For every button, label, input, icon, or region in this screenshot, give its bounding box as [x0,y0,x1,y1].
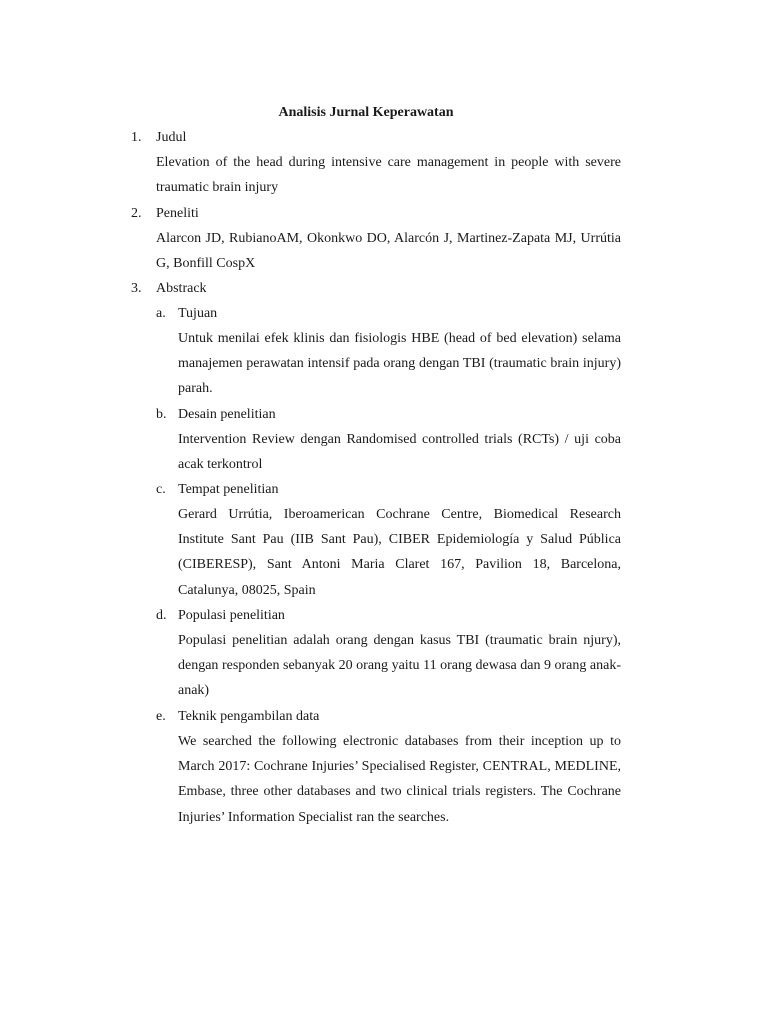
section-body-judul: Elevation of the head during intensive care management in people with severe traumatic brain injury [156,155,621,196]
subsection-body-desain: Intervention Review dengan Randomised controlled trials (RCTs) / uji coba acak terkontrol [178,432,621,473]
subsection-heading-desain: Desain penelitian [178,407,276,422]
subsection-letter: c. [156,482,166,497]
subsection-heading-tempat: Tempat penelitian [178,482,279,497]
subsection-letter: d. [156,608,167,623]
subsection-heading-populasi: Populasi penelitian [178,608,285,623]
subsection-body-tempat: Gerard Urrútia, Iberoamerican Cochrane Centre, Biomedical Research Institute Sant Pau (IIB Sant Pau), CIBER Epidemiología y Salud Pública (CIBERESP), Sant Antoni Maria Claret 167, Pavilion 18, Barcelona, Catalunya, 08025, Spain [178,507,621,598]
subsection-heading-teknik: Teknik pengambilan data [178,709,320,724]
subsection-body-populasi: Populasi penelitian adalah orang dengan kasus TBI (traumatic brain njury), dengan responden sebanyak 20 orang yaitu 11 orang dewasa dan 9 orang anak-anak) [178,633,621,699]
section-heading-peneliti: Peneliti [156,206,199,221]
subsection-heading-tujuan: Tujuan [178,306,218,321]
subsection-letter: b. [156,407,167,422]
subsection-body-teknik: We searched the following electronic databases from their inception up to March 2017: Cochrane Injuries’ Specialised Register, CENTRAL, MEDLINE, Embase, three other databases and two clinical trials registers. The Cochrane Injuries’ Information Specialist ran the searches. [178,734,621,825]
section-number: 2. [131,206,142,221]
document-title: Analisis Jurnal Keperawatan [278,105,454,120]
subsection-letter: a. [156,306,166,321]
section-number: 1. [131,130,142,145]
subsection-body-tujuan: Untuk menilai efek klinis dan fisiologis HBE (head of bed elevation) selama manajemen perawatan intensif pada orang dengan TBI (traumatic brain injury) parah. [178,331,621,397]
section-heading-abstrack: Abstrack [156,281,207,296]
section-number: 3. [131,281,142,296]
section-heading-judul: Judul [156,130,187,145]
subsection-letter: e. [156,709,166,724]
section-body-peneliti: Alarcon JD, RubianoAM, Okonkwo DO, Alarcón J, Martinez-Zapata MJ, Urrútia G, Bonfill CospX [156,231,621,272]
